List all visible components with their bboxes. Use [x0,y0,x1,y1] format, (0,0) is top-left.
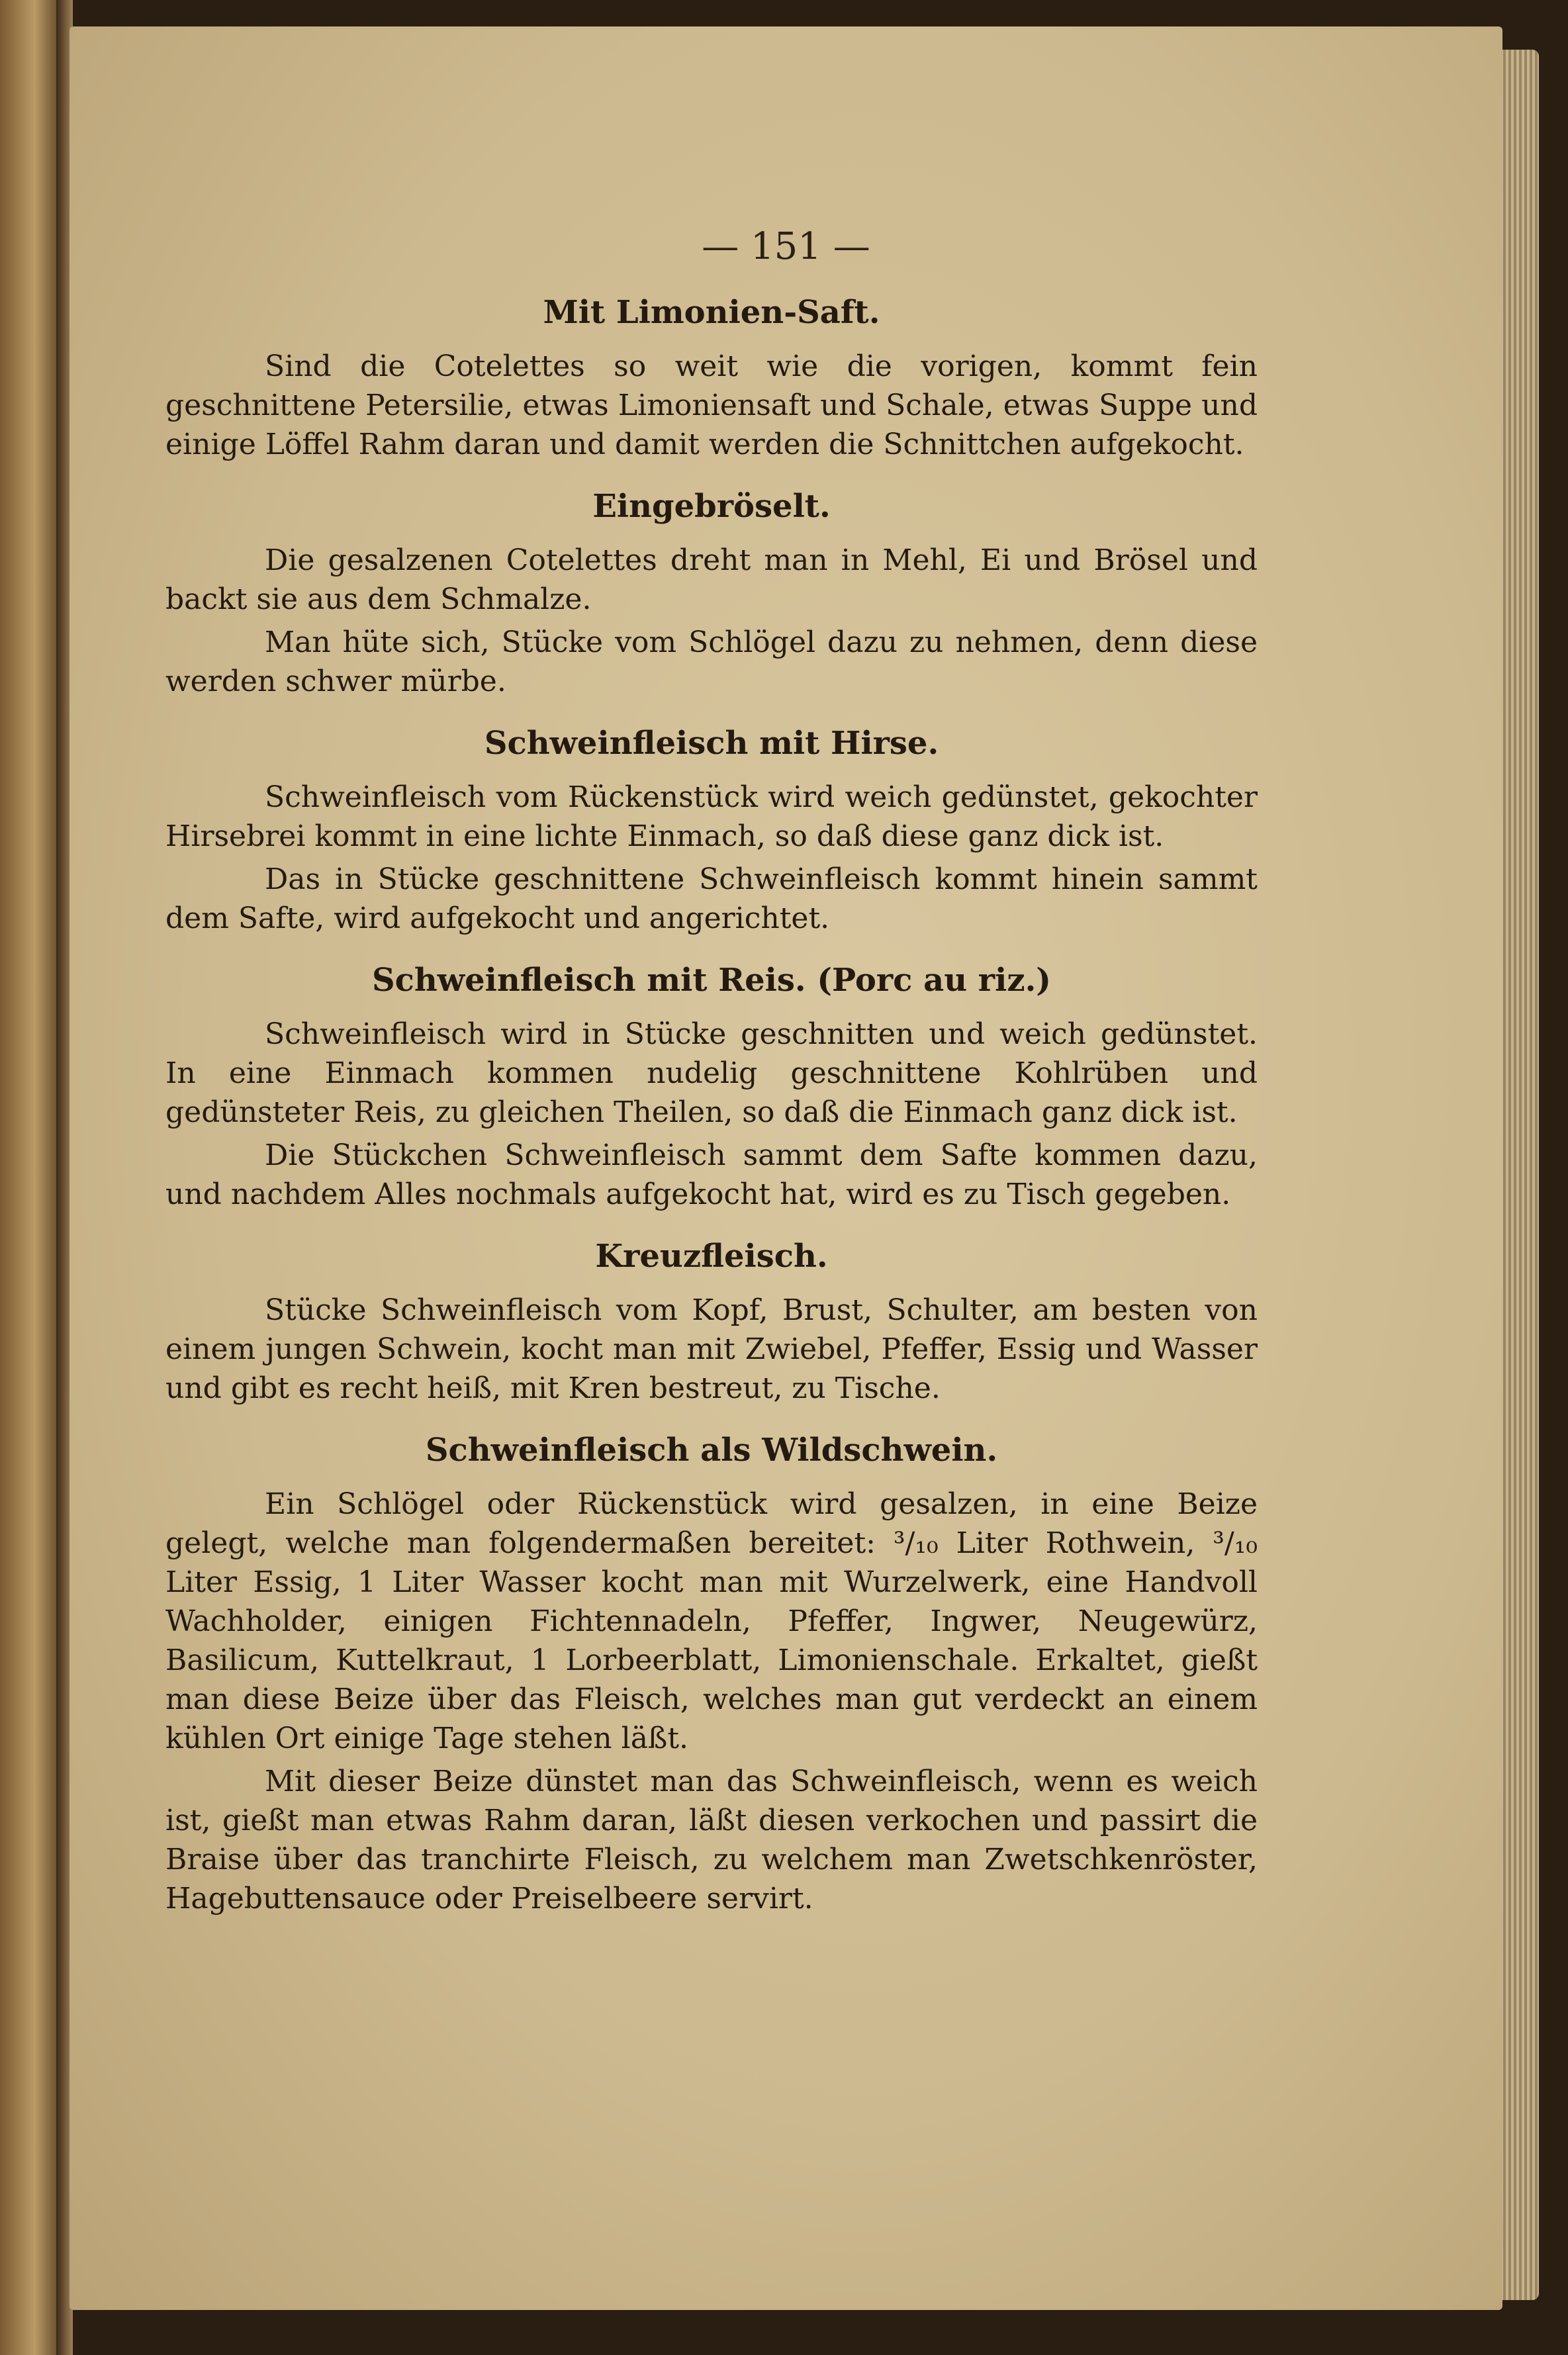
recipe-section [165,959,1258,1214]
recipe-heading: Mit Limonien-Saft. [543,294,880,331]
recipe-paragraph: Ein Schlögel oder Rückenstück wird gesalzen, in eine Beize gelegt, welche man folgendermaßen bereitet: ³/₁₀ Liter Rothwein, ³/₁₀ Liter Essig, 1 Liter Wasser kocht man mit Wurzelwerk, eine Handvoll Wachholder, einigen Fichtennadeln, Pfeffer, Ingwer, Neugewürz, Basilicum, Kuttelkraut, 1 Lorbeerblatt, Limonienschale. Erkaltet, gießt man diese Beize über das Fleisch, welches man gut verdeckt an einem kühlen Ort einige Tage stehen läßt. [165,1487,1258,1755]
recipe-paragraph: Sind die Cotelettes so weit wie die vorigen, kommt fein geschnittene Petersilie, etwas Limoniensaft und Schale, etwas Suppe und einige Löffel Rahm daran und damit werden die Schnittchen aufgekocht. [165,349,1258,461]
recipe-section [165,1429,1258,1918]
recipe-heading: Schweinfleisch mit Hirse. [484,725,939,762]
previous-page-edge [0,0,63,2355]
recipe-section [165,485,1258,701]
page-content [165,291,1258,1922]
page-number: — 151 — [702,225,870,268]
recipe-heading: Schweinfleisch als Wildschwein. [425,1432,998,1469]
recipe-paragraph: Stücke Schweinfleisch vom Kopf, Brust, Schulter, am besten von einem jungen Schwein, kocht man mit Zwiebel, Pfeffer, Essig und Wasser und gibt es recht heiß, mit Kren bestreut, zu Tische. [165,1293,1258,1405]
recipe-section [165,1235,1258,1408]
recipe-heading: Eingebröselt. [592,488,831,525]
recipe-paragraph: Schweinfleisch wird in Stücke geschnitten und weich gedünstet. In eine Einmach kommen nudelig geschnittene Kohlrüben und gedünsteter Reis, zu gleichen Theilen, so daß die Einmach ganz dick ist. [165,1017,1258,1129]
recipe-paragraph: Mit dieser Beize dünstet man das Schweinfleisch, wenn es weich ist, gießt man etwas Rahm daran, läßt diesen verkochen und passirt die Braise über das tranchirte Fleisch, zu welchem man Zwetschkenröster, Hagebuttensauce oder Preiselbeere servirt. [165,1765,1258,1916]
recipe-paragraph: Schweinfleisch vom Rückenstück wird weich gedünstet, gekochter Hirsebrei kommt in eine lichte Einmach, so daß diese ganz dick ist. [165,780,1258,853]
recipe-section [165,291,1258,464]
recipe-paragraph: Man hüte sich, Stücke vom Schlögel dazu zu nehmen, denn diese werden schwer mürbe. [165,625,1258,698]
recipe-paragraph: Die gesalzenen Cotelettes dreht man in Mehl, Ei und Brösel und backt sie aus dem Schmalze. [165,543,1258,616]
recipe-paragraph: Das in Stücke geschnittene Schweinfleisch kommt hinein sammt dem Safte, wird aufgekocht und angerichtet. [165,862,1258,935]
recipe-paragraph: Die Stückchen Schweinfleisch sammt dem Safte kommen dazu, und nachdem Alles nochmals aufgekocht hat, wird es zu Tisch gegeben. [165,1138,1258,1211]
recipe-heading: Kreuzfleisch. [595,1238,828,1275]
recipe-section [165,722,1258,938]
recipe-heading: Schweinfleisch mit Reis. (Porc au riz.) [372,962,1051,999]
